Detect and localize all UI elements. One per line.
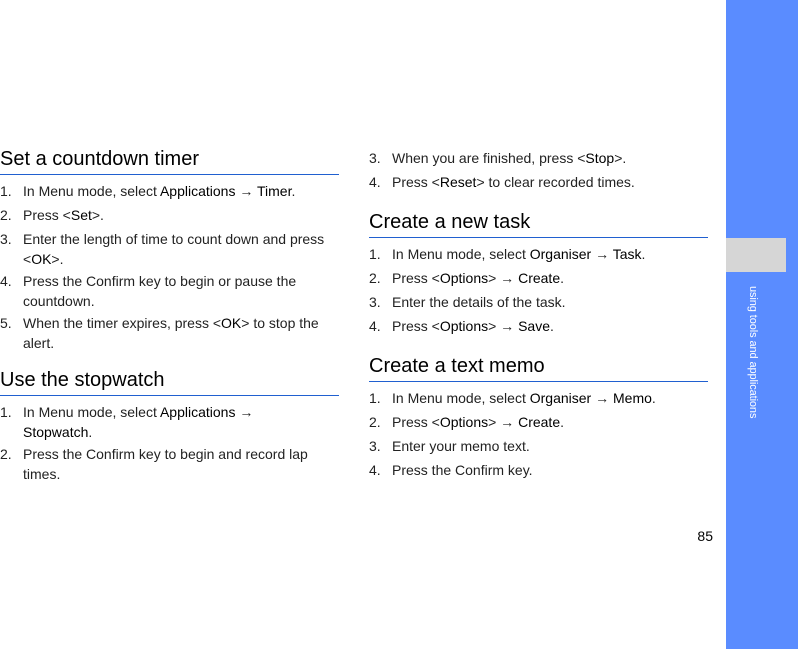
section-rule: [0, 395, 339, 396]
list-item: 4. Press <Options> → Save.: [369, 318, 554, 334]
list-item: 1. In Menu mode, select Applications → Timer.: [0, 183, 296, 199]
page-number: 85: [697, 528, 713, 544]
list-item: 4. Press the Confirm key.: [369, 462, 533, 478]
section-title-task: Create a new task: [369, 211, 531, 233]
side-band-tab: [726, 238, 786, 272]
list-item: 1. In Menu mode, select Applications → Stopwatch.: [0, 404, 254, 440]
list-item: 2. Press the Confirm key to begin and record lap times.: [0, 446, 308, 482]
list-item: 3. Enter the length of time to count down and press <OK>.: [0, 231, 325, 267]
list-item: 3. Enter the details of the task.: [369, 294, 566, 310]
list-item: 4. Press the Confirm key to begin or pause the countdown.: [0, 273, 297, 309]
section-title-stopwatch: Use the stopwatch: [0, 369, 165, 391]
section-label: using tools and applications: [747, 286, 759, 419]
list-item: 1. In Menu mode, select Organiser → Memo.: [369, 390, 656, 406]
section-rule: [369, 381, 708, 382]
section-rule: [369, 237, 708, 238]
side-band: [726, 0, 798, 649]
section-rule: [0, 174, 339, 175]
list-item: 5. When the timer expires, press <OK> to stop the alert.: [0, 315, 319, 351]
list-item: 2. Press <Options> → Create.: [369, 270, 564, 286]
list-item: 3. Enter your memo text.: [369, 438, 530, 454]
list-item: 1. In Menu mode, select Organiser → Task.: [369, 246, 646, 262]
section-title-memo: Create a text memo: [369, 355, 545, 377]
list-item: 4. Press <Reset> to clear recorded times.: [369, 174, 635, 190]
list-item: 2. Press <Set>.: [0, 207, 104, 223]
list-item: 3. When you are finished, press <Stop>.: [369, 150, 627, 166]
list-item: 2. Press <Options> → Create.: [369, 414, 564, 430]
section-title-countdown: Set a countdown timer: [0, 148, 199, 170]
